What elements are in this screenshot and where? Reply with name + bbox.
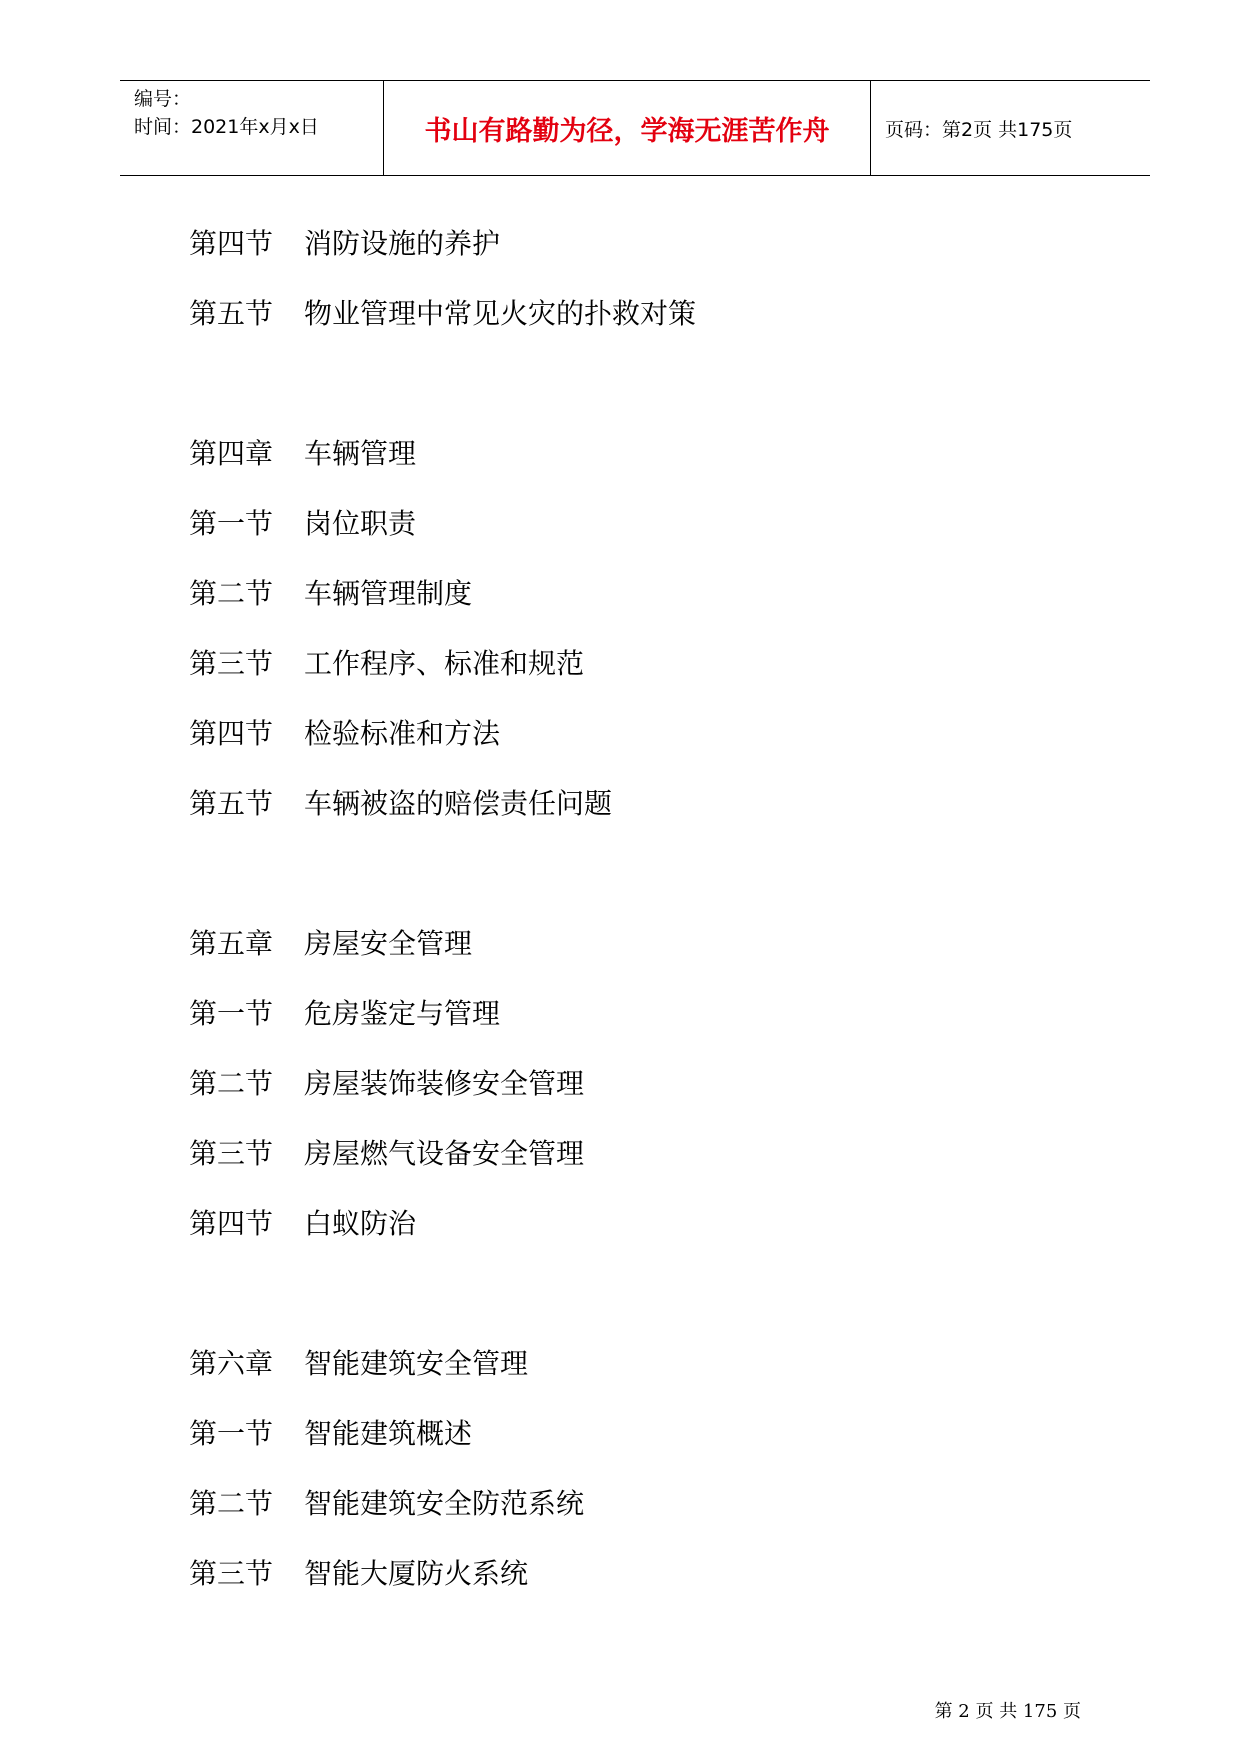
toc-entry — [189, 277, 696, 347]
toc-entry-number: 第四节 — [189, 1207, 274, 1240]
header-motto: 书山有路勤为径，学海无涯苦作舟 — [383, 81, 871, 175]
toc-entry-number: 第一节 — [189, 507, 274, 540]
toc-entry-title: 房屋燃气设备安全管理 — [304, 1137, 585, 1170]
header-meta — [120, 81, 383, 175]
toc-entry — [189, 977, 696, 1047]
toc-entry-title: 车辆被盗的赔偿责任问题 — [304, 787, 613, 820]
toc-entry — [189, 557, 696, 627]
toc-entry-title: 车辆管理制度 — [304, 577, 473, 610]
toc-entry-title: 智能建筑安全管理 — [304, 1347, 529, 1380]
toc-entry-title: 车辆管理 — [304, 437, 417, 470]
page-header — [120, 80, 1150, 176]
toc-entry — [189, 417, 696, 487]
header-page-info: 页码：第2页 共175页 — [885, 118, 1073, 141]
toc-entry-title: 智能建筑安全防范系统 — [304, 1487, 585, 1520]
page-footer: 第 2 页 共 175 页 — [934, 1701, 1081, 1722]
toc-entry — [189, 1327, 696, 1397]
toc-entry-title: 房屋安全管理 — [304, 927, 473, 960]
toc-entry — [189, 907, 696, 977]
header-time-label: 时间：2021年x月x日 — [134, 116, 319, 138]
toc-entry-title: 物业管理中常见火灾的扑救对策 — [304, 297, 697, 330]
toc-entry-number: 第一节 — [189, 1417, 274, 1450]
toc-entry-title: 房屋装饰装修安全管理 — [304, 1067, 585, 1100]
toc-spacer — [189, 1257, 696, 1327]
toc-entry-title: 工作程序、标准和规范 — [304, 647, 585, 680]
toc-entry-title: 检验标准和方法 — [304, 717, 501, 750]
toc-entry-title: 智能建筑概述 — [304, 1417, 473, 1450]
toc-entry-number: 第六章 — [189, 1347, 274, 1380]
toc-entry — [189, 767, 696, 837]
toc-entry-number: 第五章 — [189, 927, 274, 960]
toc-entry — [189, 1397, 696, 1467]
toc-entry-title: 白蚁防治 — [304, 1207, 417, 1240]
toc-entry — [189, 487, 696, 557]
toc-entry — [189, 1187, 696, 1257]
toc-entry-number: 第三节 — [189, 647, 274, 680]
toc-entry — [189, 1117, 696, 1187]
toc-entry-number: 第四章 — [189, 437, 274, 470]
toc-entry — [189, 697, 696, 767]
toc-entry-title: 岗位职责 — [304, 507, 417, 540]
toc-entry-number: 第五节 — [189, 787, 274, 820]
toc-entry — [189, 627, 696, 697]
toc-entry — [189, 1047, 696, 1117]
toc-entry-number: 第二节 — [189, 577, 274, 610]
toc-entry-number: 第二节 — [189, 1487, 274, 1520]
toc-entry-number: 第五节 — [189, 297, 274, 330]
toc-entry-number: 第一节 — [189, 997, 274, 1030]
toc-entry-title: 危房鉴定与管理 — [304, 997, 501, 1030]
toc-entry — [189, 1467, 696, 1537]
table-of-contents — [189, 207, 696, 1607]
toc-entry — [189, 1537, 696, 1607]
toc-entry-number: 第二节 — [189, 1067, 274, 1100]
toc-entry-number: 第四节 — [189, 717, 274, 750]
toc-entry-number: 第四节 — [189, 227, 274, 260]
header-number-label: 编号： — [134, 88, 192, 110]
toc-spacer — [189, 837, 696, 907]
toc-entry-title: 智能大厦防火系统 — [304, 1557, 529, 1590]
toc-entry-number: 第三节 — [189, 1137, 274, 1170]
toc-entry-title: 消防设施的养护 — [304, 227, 501, 260]
toc-entry-number: 第三节 — [189, 1557, 274, 1590]
toc-spacer — [189, 347, 696, 417]
toc-entry — [189, 207, 696, 277]
